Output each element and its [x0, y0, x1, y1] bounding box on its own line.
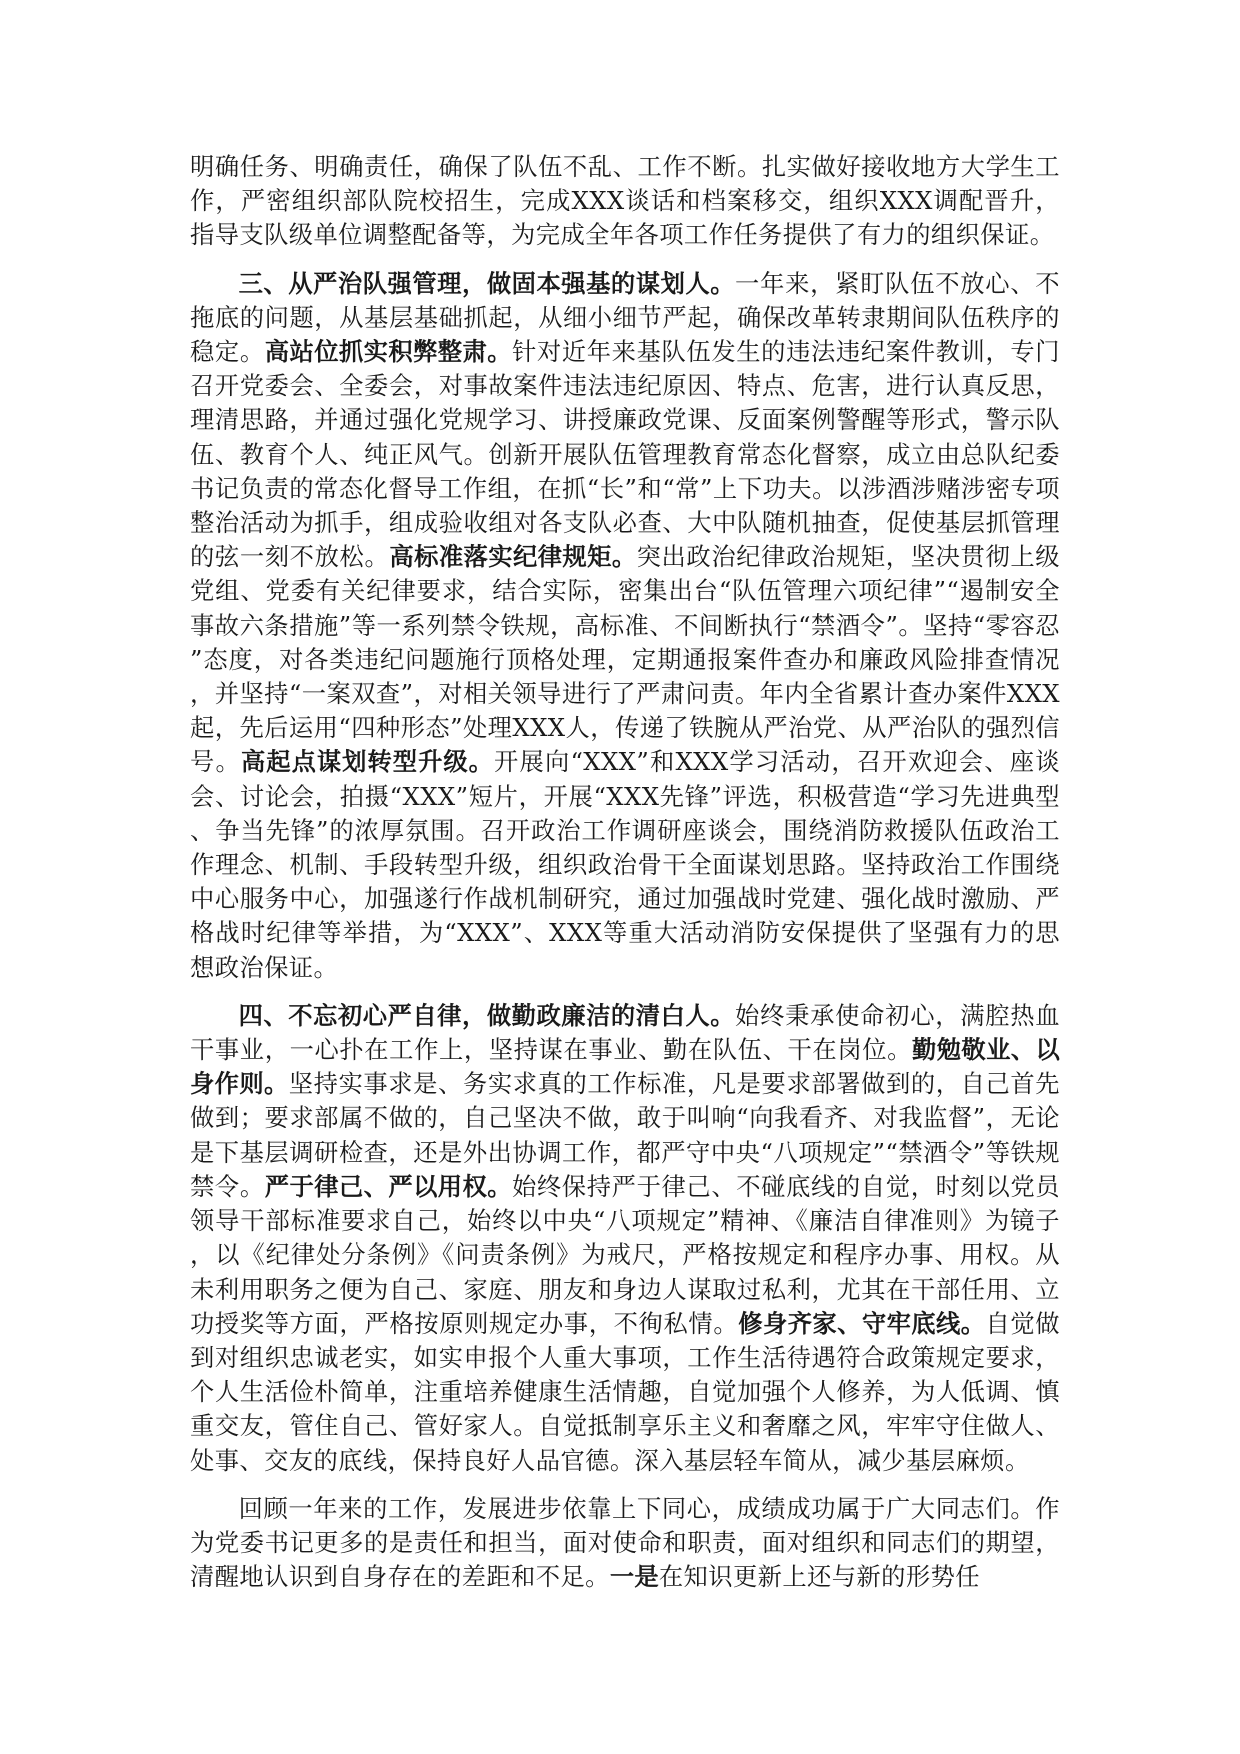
subheading-discipline-rectification: 高站位抓实积弊整肃。 [264, 337, 512, 367]
paragraph-text: 明确任务、明确责任，确保了队伍不乱、工作不断。扎实做好接收地方大学生工作，严密组织部队院校招生，完成XXX谈话和档案移交，组织XXX调配晋升，指导支队级单位调整配备等，为完成全年各项工作任务提供了有力的组织保证。 [190, 152, 1060, 250]
paragraph-section-three [190, 267, 1060, 985]
paragraph-text: 开展向“XXX”和XXX学习活动，召开欢迎会、座谈会、讨论会，拍摄“XXX”短片，开展“XXX先锋”评选，积极营造“学习先进典型、争当先锋”的浓厚氛围。召开政治工作调研座谈会，围绕消防救援队伍政治工作理念、机制、手段转型升级，组织政治骨干全面谋划思路。坚持政治工作围绕中心服务中心，加强遂行作战机制研究，通过加强战时党建、强化战时激励、严格战时纪律等举措，为“XXX”、XXX等重大活动消防安保提供了坚强有力的思想政治保证。 [190, 747, 1060, 982]
subheading-diligence: 勤勉敬业、以身作则。 [190, 1035, 1060, 1099]
subheading-transformation-upgrade: 高起点谋划转型升级。 [241, 747, 494, 777]
section-heading-four: 四、不忘初心严自律，做勤政廉洁的清白人。 [238, 1000, 736, 1030]
document-page [190, 150, 1060, 1594]
subheading-discipline-rules: 高标准落实纪律规矩。 [389, 542, 637, 572]
paragraph-text: 始终秉承使命初心，满腔热血干事业，一心扑在工作上，坚持谋在事业、勤在队伍、干在岗位。 [190, 1000, 1061, 1065]
paragraph-continuation [190, 150, 1060, 253]
paragraph-section-four [190, 999, 1060, 1478]
paragraph-text: 针对近年来基队伍发生的违法违纪案件教训，专门召开党委会、全委会，对事故案件违法违纪原因、特点、危害，进行认真反思，理清思路，并通过强化党规学习、讲授廉政党课、反面案例警醒等形式，警示队伍、教育个人、纯正风气。创新开展队伍管理教育常态化督察，成立由总队纪委书记负责的常态化督导工作组，在抓“长”和“常”上下功夫。以涉酒涉赌涉密专项整治活动为抓手，组成验收组对各支队必查、大中队随机抽查，促使基层抓管理的弦一刻不放松。 [190, 337, 1060, 572]
paragraph-text: 始终保持严于律己、不碰底线的自觉，时刻以党员领导干部标准要求自己，始终以中央“八项规定”精神、《廉洁自律准则》为镜子，以《纪律处分条例》《问责条例》为戒尺，严格按规定和程序办事、用权。从未利用职务之便为自己、家庭、朋友和身边人谋取过私利，尤其在干部任用、立功授奖等方面，严格按原则规定办事，不徇私情。 [190, 1171, 1060, 1338]
subheading-self-discipline: 严于律己、严以用权。 [264, 1171, 512, 1201]
section-heading-three: 三、从严治队强管理，做固本强基的谋划人。 [238, 268, 736, 298]
list-marker-first: 一是 [609, 1562, 659, 1592]
paragraph-text: 坚持实事求是、务实求真的工作标准，凡是要求部署做到的，自己首先做到；要求部属不做的，自己坚决不做，敢于叫响“向我看齐、对我监督”，无论是下基层调研检查，还是外出协调工作，都严守中央“八项规定”“禁酒令”等铁规禁令。 [190, 1069, 1060, 1201]
subheading-bottom-line: 修身齐家、守牢底线。 [738, 1308, 986, 1338]
paragraph-text: 在知识更新上还与新的形势任 [658, 1562, 980, 1592]
paragraph-text: 回顾一年来的工作，发展进步依靠上下同心，成绩成功属于广大同志们。作为党委书记更多的是责任和担当，面对使命和职责，面对组织和同志们的期望，清醒地认识到自身存在的差距和不足。 [190, 1493, 1060, 1592]
paragraph-text: 自觉做到对组织忠诚老实，如实申报个人重大事项，工作生活待遇符合政策规定要求，个人生活俭朴简单，注重培养健康生活情趣，自觉加强个人修养，为人低调、慎重交友，管住自己、管好家人。自觉抵制享乐主义和奢靡之风，牢牢守住做人、处事、交友的底线，保持良好人品官德。深入基层轻车简从，减少基层麻烦。 [190, 1308, 1060, 1475]
paragraph-review [190, 1492, 1060, 1595]
paragraph-text: 一年来，紧盯队伍不放心、不拖底的问题，从基层基础抓起，从细小细节严起，确保改革转隶期间队伍秩序的稳定。 [190, 268, 1061, 367]
paragraph-text: 突出政治纪律政治规矩，坚决贯彻上级党组、党委有关纪律要求，结合实际，密集出台“队伍管理六项纪律”“遏制安全事故六条措施”等一系列禁令铁规，高标准、不间断执行“禁酒令”。坚持“零容忍”态度，对各类违纪问题施行顶格处理，定期通报案件查办和廉政风险排查情况，并坚持“一案双查”，对相关领导进行了严肃问责。年内全省累计查办案件XXX起，先后运用“四种形态”处理XXX人，传递了铁腕从严治党、从严治队的强烈信号。 [190, 542, 1060, 777]
